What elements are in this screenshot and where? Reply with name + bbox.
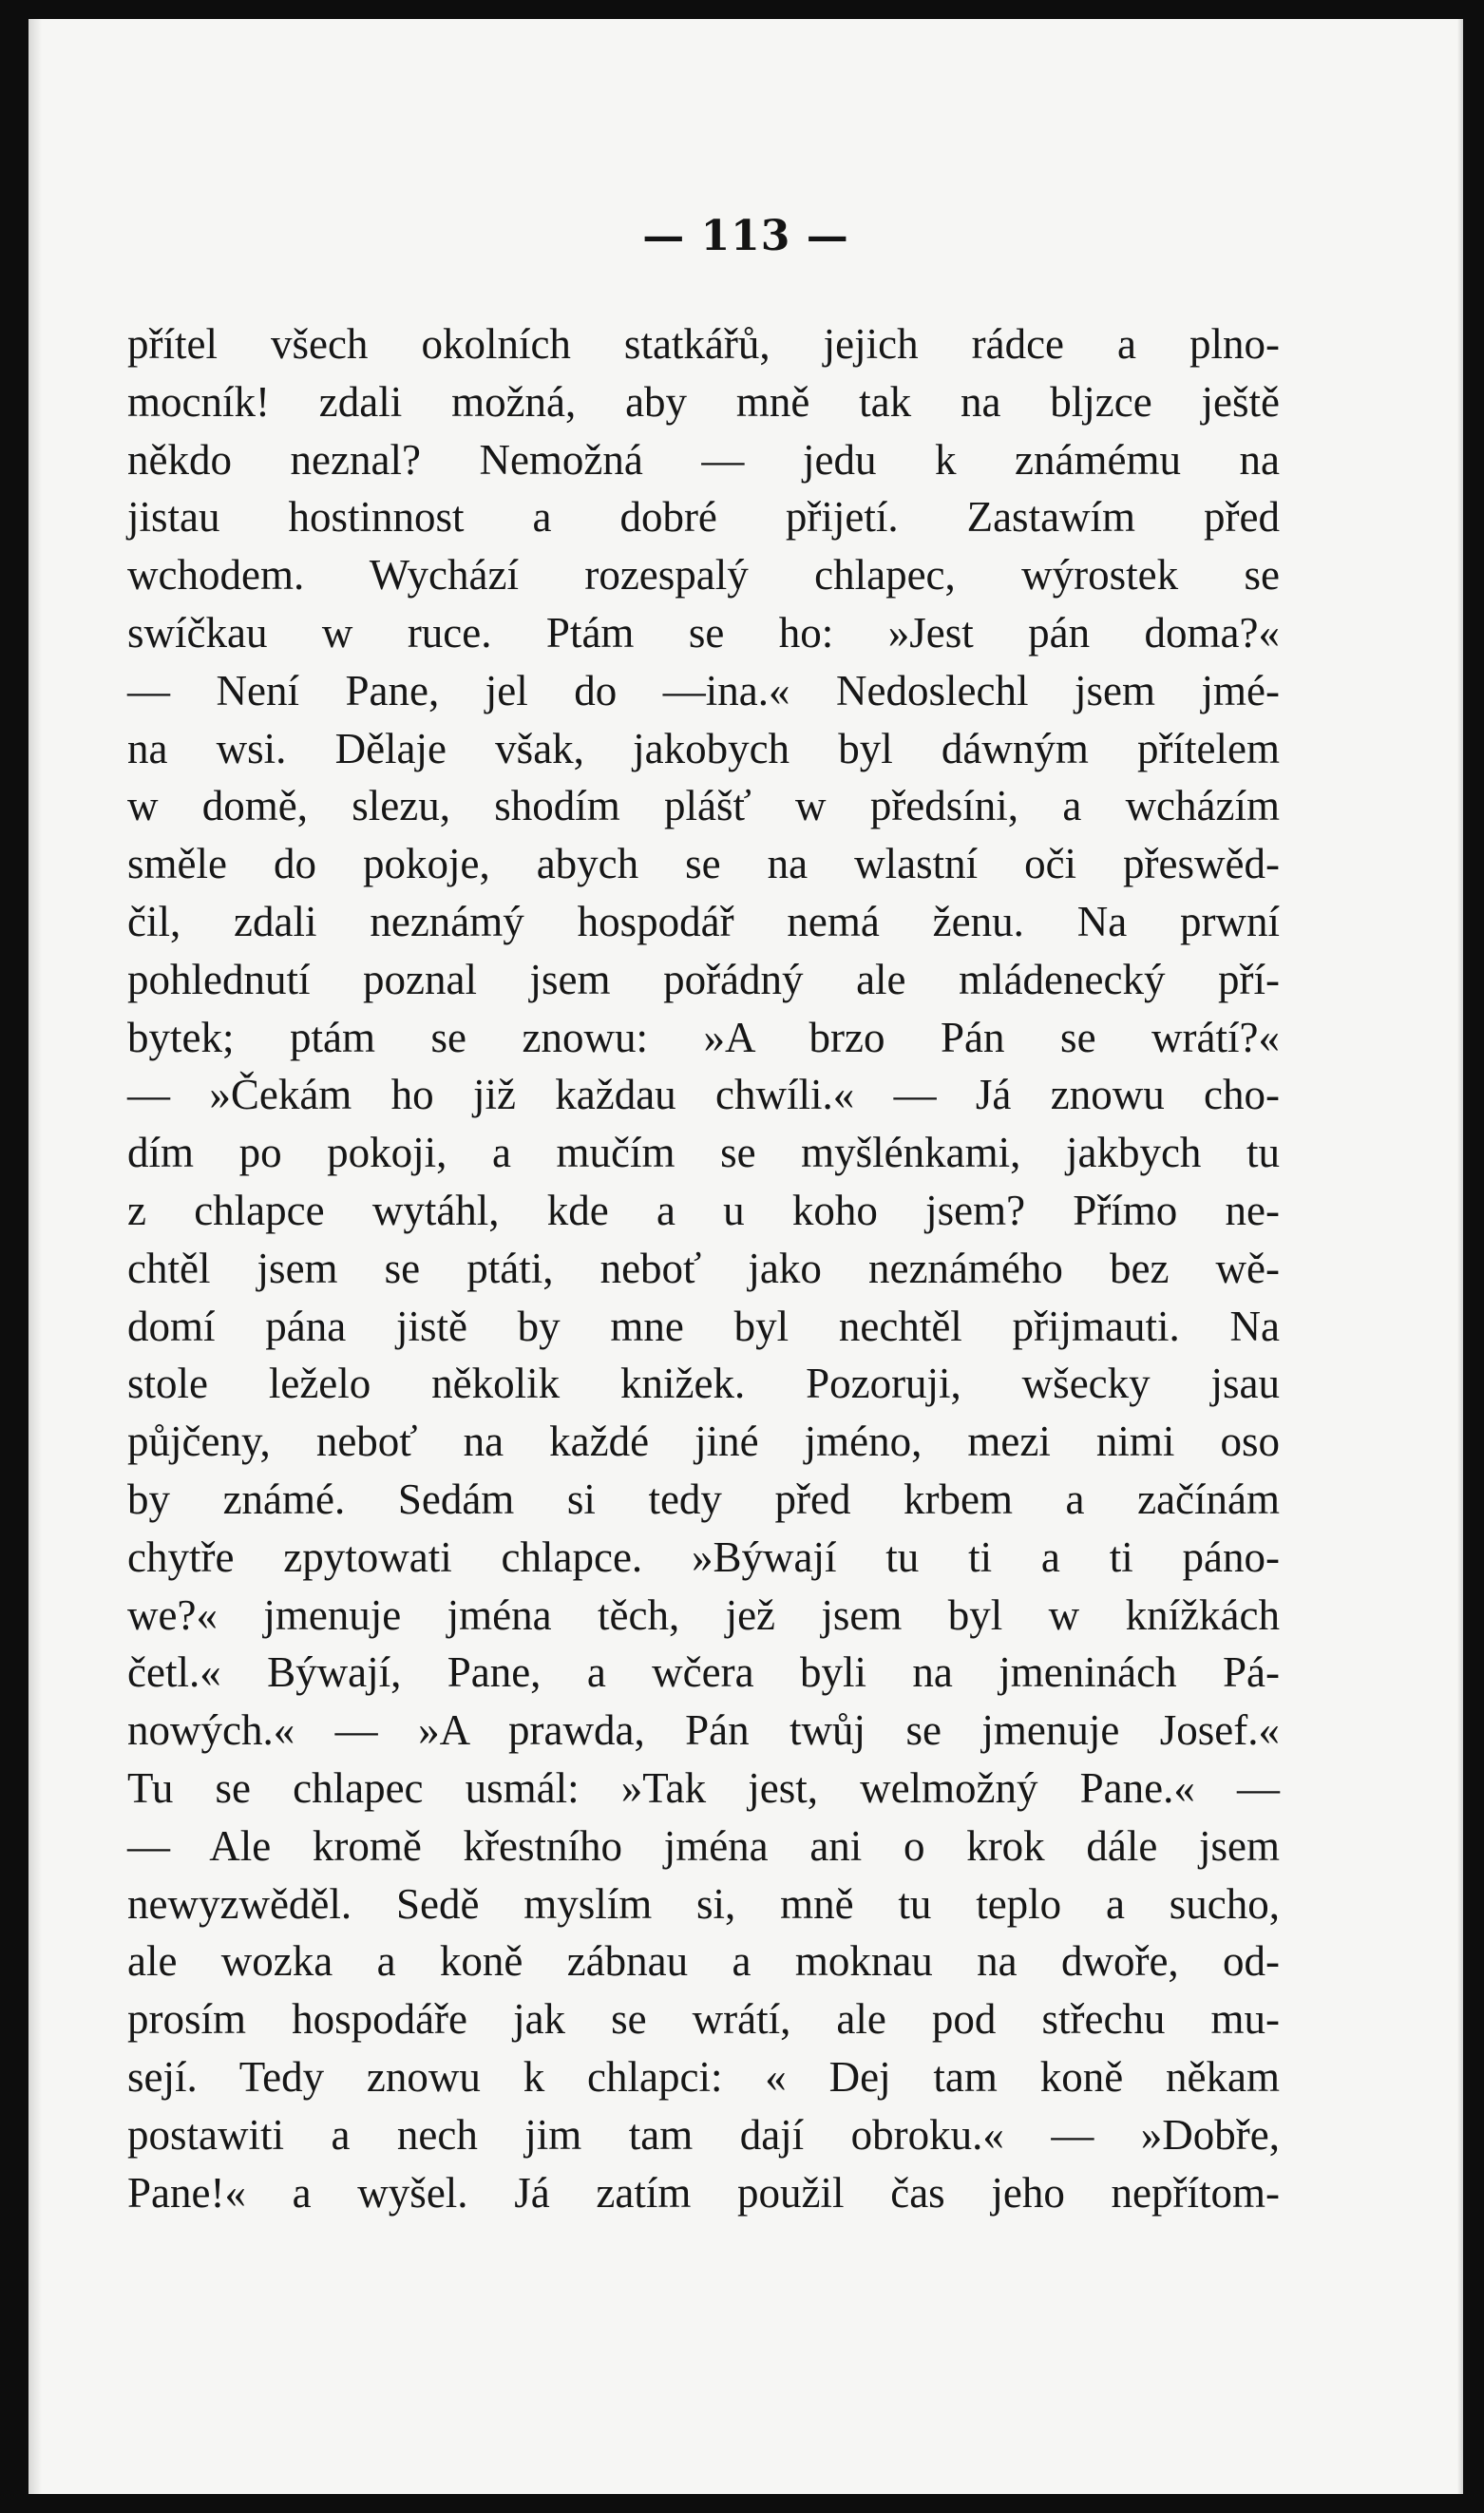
text-line: — Ale kromě křestního jména ani o krok dále jsem <box>127 1821 1280 1870</box>
text-line: čil, zdali neznámý hospodář nemá ženu. Na prwní <box>127 897 1280 945</box>
text-line: chtěl jsem se ptáti, neboť jako neznámého bez wě- <box>127 1244 1280 1292</box>
text-line: swíčkau w ruce. Ptám se ho: »Jest pán doma?« <box>127 608 1280 657</box>
text-line: bytek; ptám se znowu: »A brzo Pán se wrátí?« <box>127 1013 1280 1061</box>
text-line: půjčeny, neboť na každé jiné jméno, mezi nimi oso <box>127 1418 1280 1466</box>
text-line: dím po pokoji, a mučím se myšlénkami, jakbych tu <box>127 1129 1280 1177</box>
text-line: směle do pokoje, abych se na wlastní oči přeswěd- <box>127 840 1280 888</box>
body-text <box>127 315 1280 2221</box>
text-line: — »Čekám ho již každau chwíli.« — Já znowu cho- <box>127 1071 1280 1119</box>
text-line: by známé. Sedám si tedy před krbem a začínám <box>127 1475 1280 1523</box>
text-line: sejí. Tedy znowu k chlapci: « Dej tam koně někam <box>127 2052 1280 2101</box>
text-line: ale wozka a koně zábnau a moknau na dwoře, od- <box>127 1937 1280 1986</box>
page-edge-shadow <box>1457 19 1463 2494</box>
text-line: newyzwěděl. Sedě myslím si, mně tu teplo a sucho, <box>127 1879 1280 1928</box>
text-line: wchodem. Wychází rozespalý chlapec, wýrostek se <box>127 551 1280 600</box>
text-line: postawiti a nech jim tam dají obroku.« — »Dobře, <box>127 2110 1280 2159</box>
text-line: mocník! zdali možná, aby mně tak na bljzce ještě <box>127 377 1280 426</box>
text-line: Pane!« a wyšel. Já zatím použil čas jeho nepřítom- <box>127 2168 1280 2217</box>
text-line: domí pána jistě by mne byl nechtěl přijmauti. Na <box>127 1302 1280 1350</box>
page-spine-shadow <box>29 19 42 2494</box>
text-line: přítel všech okolních statkářů, jejich rádce a plno- <box>127 320 1280 368</box>
text-line: z chlapce wytáhl, kde a u koho jsem? Přímo ne- <box>127 1186 1280 1234</box>
text-line: četl.« Býwají, Pane, a wčera byli na jmeninách Pá- <box>127 1648 1280 1697</box>
text-line: chytře zpytowati chlapce. »Býwají tu ti a ti páno- <box>127 1533 1280 1581</box>
text-line: prosím hospodáře jak se wrátí, ale pod střechu mu- <box>127 1995 1280 2044</box>
text-line: na wsi. Dělaje však, jakobych byl dáwným přítelem <box>127 724 1280 772</box>
text-line: w domě, slezu, shodím plášť w předsíni, a wcházím <box>127 782 1280 830</box>
text-line: — Není Pane, jel do —ina.« Nedoslechl jsem jmé- <box>127 666 1280 714</box>
text-line: stole leželo několik knižek. Pozoruji, wšecky jsau <box>127 1360 1280 1408</box>
book-page <box>29 19 1463 2494</box>
text-line: jistau hostinnost a dobré přijetí. Zastawím před <box>127 493 1280 542</box>
text-line: nowých.« — »A prawda, Pán twůj se jmenuje Josef.« <box>127 1706 1280 1755</box>
text-line: we?« jmenuje jména těch, jež jsem byl w knížkách <box>127 1590 1280 1639</box>
text-line: pohlednutí poznal jsem pořádný ale mládenecký pří- <box>127 955 1280 1003</box>
page-number: — 113 — <box>642 212 849 260</box>
text-line: někdo neznal? Nemožná — jedu k známému na <box>127 435 1280 484</box>
text-line: Tu se chlapec usmál: »Tak jest, welmožný Pane.« — <box>127 1763 1280 1812</box>
